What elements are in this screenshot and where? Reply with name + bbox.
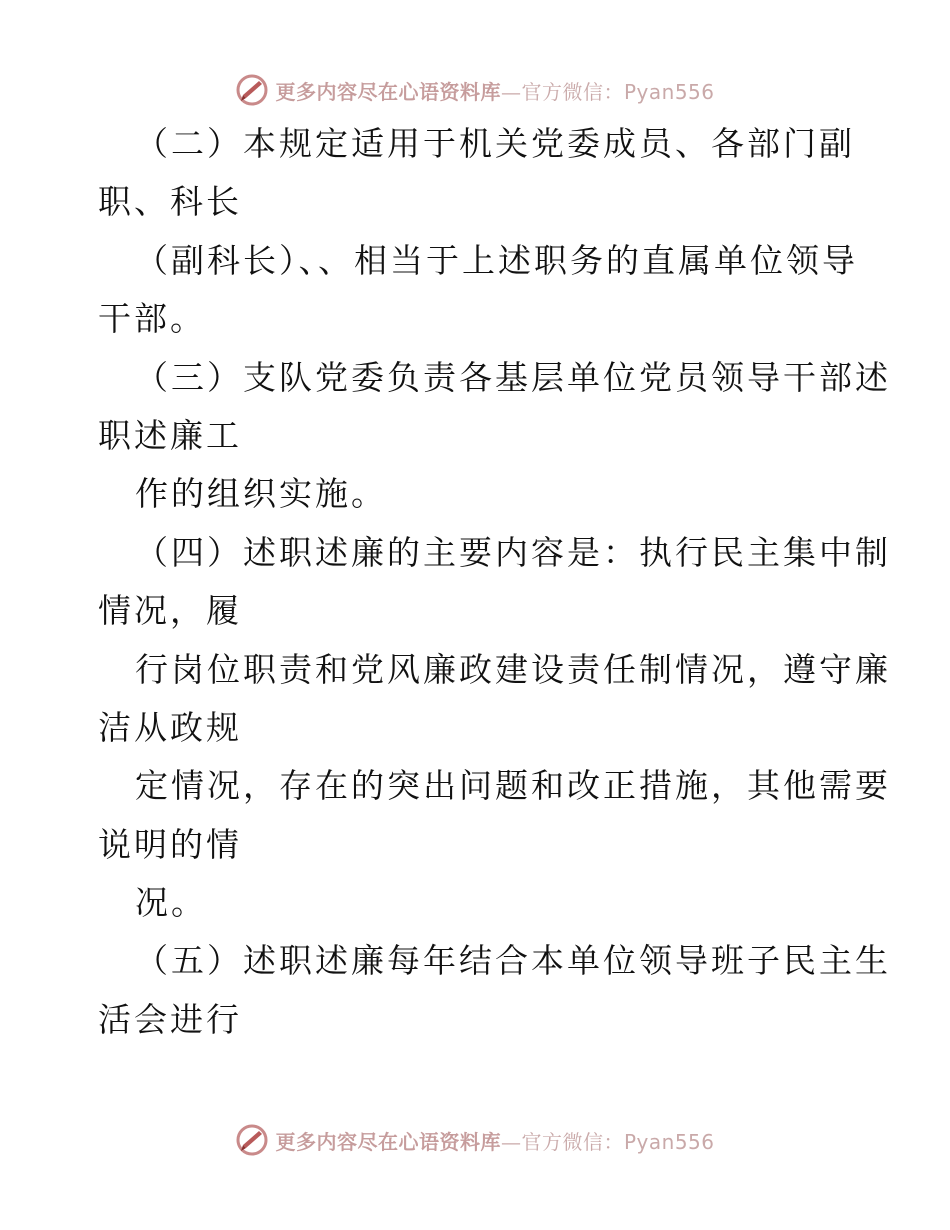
body-line: 定情况，存在的突出问题和改正措施，其他需要 [135, 766, 891, 806]
body-line: 职、科长 [98, 182, 242, 222]
body-line: （二）本规定适用于机关党委成员、各部门副 [135, 124, 855, 163]
body-line: 作的组织实施。 [135, 474, 387, 514]
body-line: 活会进行 [98, 999, 242, 1039]
pen-logo-icon [235, 73, 269, 107]
footer-banner-text: 更多内容尽在心语资料库—官方微信：Pyan556 [275, 1129, 715, 1154]
pen-logo-icon [235, 1123, 269, 1157]
body-line: 况。 [135, 883, 207, 923]
body-line: 行岗位职责和党风廉政建设责任制情况，遵守廉 [135, 649, 891, 689]
body-line: 情况，履 [98, 591, 242, 631]
header-banner-text: 更多内容尽在心语资料库—官方微信：Pyan556 [275, 79, 715, 104]
body-line: 说明的情 [98, 824, 242, 864]
body-line: 职述廉工 [98, 415, 242, 455]
footer-banner [0, 1120, 950, 1160]
header-banner [0, 70, 950, 110]
body-line: （五）述职述廉每年结合本单位领导班子民主生 [135, 941, 891, 981]
body-line: 干部。 [98, 299, 206, 339]
body-line: （副科长）、、相当于上述职务的直属单位领导 [135, 240, 858, 280]
body-line: （四）述职述廉的主要内容是：执行民主集中制 [135, 532, 891, 572]
body-line: （三）支队党委负责各基层单位党员领导干部述 [135, 357, 891, 397]
body-line: 洁从政规 [98, 707, 242, 747]
document-body [98, 115, 891, 1049]
